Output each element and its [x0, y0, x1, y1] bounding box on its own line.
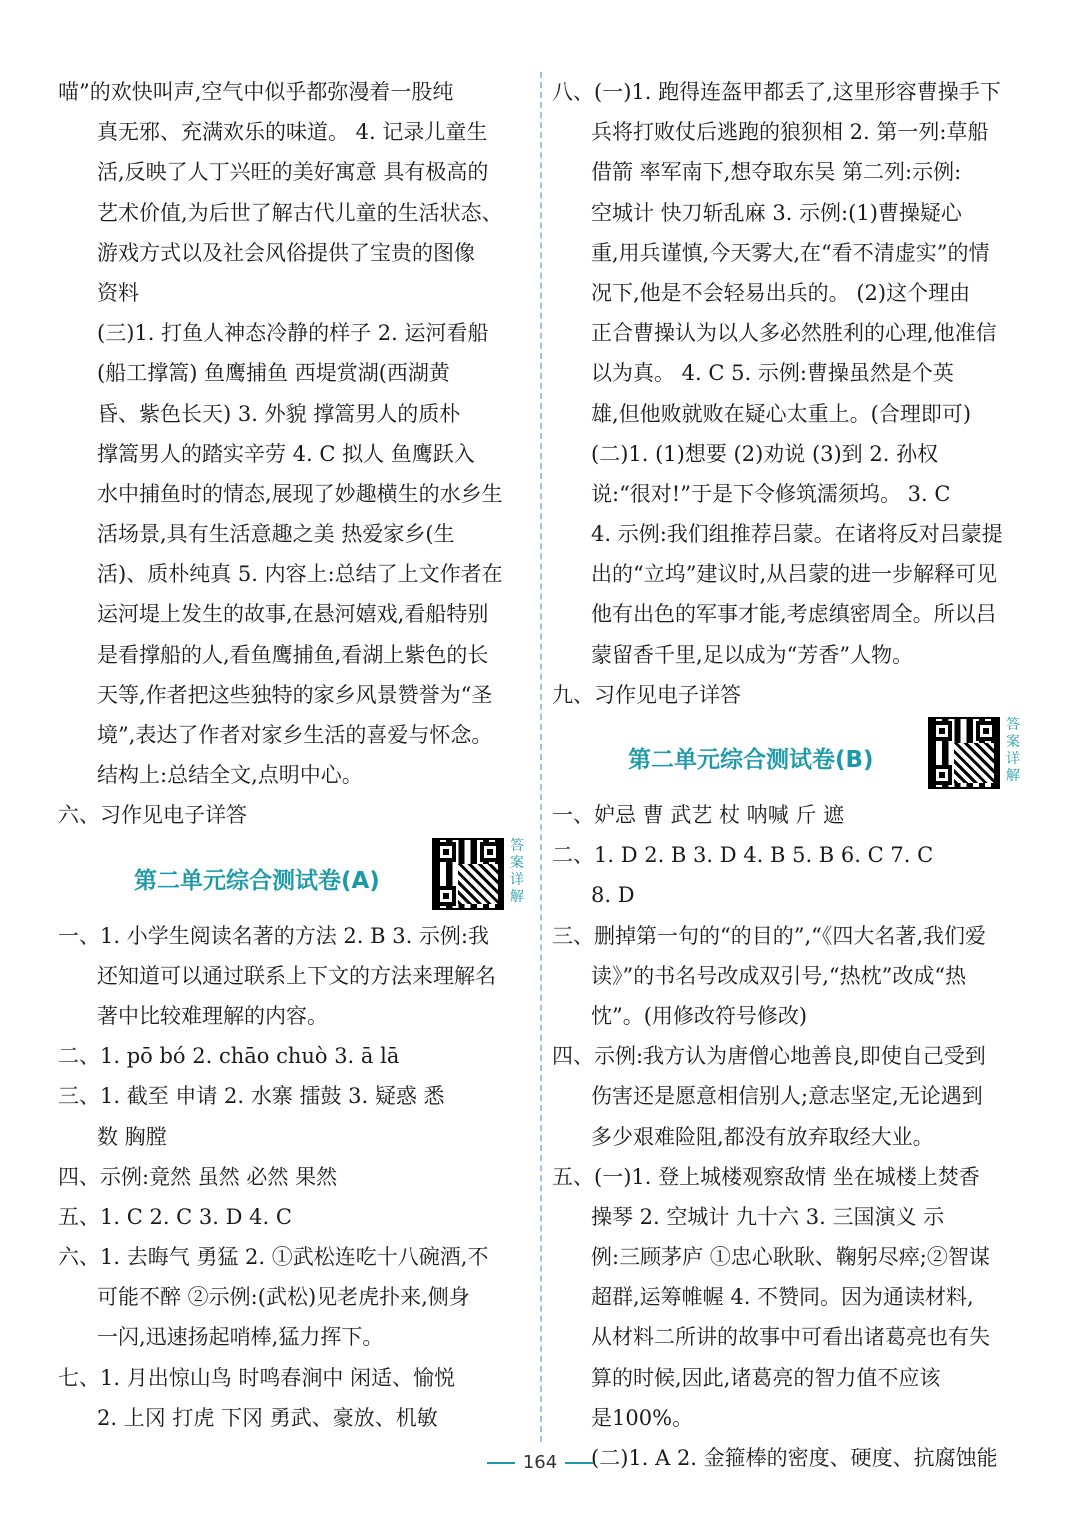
- text-line: 雄,但他败就败在疑心太重上。(合理即可): [591, 401, 972, 426]
- text-line: 撑篙男人的踏实辛劳 4. C 拟人 鱼鹰跃入: [97, 441, 475, 466]
- text-line: 他有出色的军事才能,考虑缜密周全。所以吕: [591, 602, 997, 627]
- qr-pattern: [954, 743, 994, 783]
- qr-finder: [436, 886, 456, 906]
- text-line: 数 胸膛: [97, 1124, 167, 1149]
- text-line: 七、1. 月出惊山鸟 时鸣春涧中 闲适、愉悦: [58, 1365, 456, 1390]
- text-line: 六、1. 去晦气 勇猛 2. ①武松连吃十八碗酒,不: [58, 1245, 489, 1270]
- text-line: 是看撑船的人,看鱼鹰捕鱼,看湖上紫色的长: [97, 642, 489, 667]
- text-line: 四、示例:竟然 虽然 必然 果然: [58, 1164, 338, 1189]
- text-line: (船工撑篙) 鱼鹰捕鱼 西堤赏湖(西湖黄: [97, 361, 450, 386]
- text-line: 一、妒忌 曹 武艺 杖 呐喊 斤 遮: [552, 803, 845, 827]
- text-line: 重,用兵谨慎,今天雾大,在“看不清虚实”的情: [591, 240, 990, 265]
- text-line: 二、1. pō bó 2. chāo chuò 3. ā lā: [58, 1044, 400, 1069]
- test-heading-b: [552, 715, 1024, 795]
- page-number: [0, 1452, 1080, 1473]
- text-line: 喵”的欢快叫声,空气中似乎都弥漫着一股纯: [58, 80, 454, 104]
- text-line: 一闪,迅速扬起哨棒,猛力挥下。: [97, 1325, 384, 1350]
- qr-finder: [436, 842, 456, 862]
- qr-finder: [480, 842, 500, 862]
- left-column: [58, 72, 530, 1438]
- qr-code-icon[interactable]: [928, 717, 1000, 789]
- heading-title: 第二单元综合测试卷(A): [134, 867, 380, 894]
- qr-finder: [976, 721, 996, 741]
- text-line: 读》”的书名号改成双引号,“热枕”改成“热: [591, 963, 967, 988]
- text-line: 算的时候,因此,诸葛亮的智力值不应该: [591, 1365, 941, 1390]
- text-line: 结构上:总结全文,点明中心。: [97, 763, 363, 788]
- text-line: 活)、质朴纯真 5. 内容上:总结了上文作者在: [97, 562, 503, 587]
- qr-pattern: [458, 864, 498, 904]
- text-line: 兵将打败仗后逃跑的狼狈相 2. 第一列:草船: [591, 120, 989, 145]
- text-line: 空城计 快刀斩乱麻 3. 示例:(1)曹操疑心: [591, 200, 962, 225]
- qr-code-icon[interactable]: [432, 838, 504, 910]
- text-line: 例:三顾茅庐 ①忠心耿耿、鞠躬尽瘁;②智谋: [591, 1245, 990, 1270]
- text-line: 正合曹操认为以人多必然胜利的心理,他准信: [591, 321, 997, 346]
- page-dash-right: [565, 1462, 593, 1464]
- text-line: 天等,作者把这些独特的家乡风景赞誉为“圣: [97, 682, 493, 707]
- text-line: 水中捕鱼时的情态,展现了妙趣横生的水乡生: [97, 481, 503, 506]
- text-line: 五、(一)1. 登上城楼观察敌情 坐在城楼上焚香: [552, 1164, 980, 1189]
- text-line: 八、(一)1. 跑得连盔甲都丢了,这里形容曹操手下: [552, 80, 1001, 104]
- text-line: 四、示例:我方认为唐僧心地善良,即使自己受到: [552, 1044, 986, 1069]
- text-line: 昏、紫色长天) 3. 外貌 撑篙男人的质朴: [97, 401, 461, 426]
- test-heading-a: [58, 836, 530, 916]
- text-line: 游戏方式以及社会风俗提供了宝贵的图像: [97, 240, 475, 265]
- text-line: 以为真。 4. C 5. 示例:曹操虽然是个英: [591, 361, 954, 386]
- text-line: 可能不醉 ②示例:(武松)见老虎扑来,侧身: [97, 1285, 470, 1310]
- text-line: (三)1. 打鱼人神态冷静的样子 2. 运河看船: [97, 321, 489, 346]
- text-line: 借箭 率军南下,想夺取东吴 第二列:示例:: [591, 160, 962, 185]
- text-line: (二)1. (1)想要 (2)劝说 (3)到 2. 孙权: [591, 441, 939, 466]
- text-line: 资料: [97, 280, 139, 305]
- text-line: 三、删掉第一句的“的目的”,“《四大名著,我们爱: [552, 923, 987, 948]
- page-dash-left: [487, 1462, 515, 1464]
- text-line: 忱”。(用修改符号修改): [591, 1003, 808, 1028]
- heading-title: 第二单元综合测试卷(B): [628, 747, 874, 773]
- qr-finder: [932, 721, 952, 741]
- section-nine: 九、习作见电子详答: [552, 682, 741, 707]
- text-line: 艺术价值,为后世了解古代儿童的生活状态、: [97, 200, 503, 225]
- qr-finder: [932, 765, 952, 785]
- text-line: 况下,他是不会轻易出兵的。 (2)这个理由: [591, 280, 971, 305]
- text-line: 伤害还是愿意相信别人;意志坚定,无论遇到: [591, 1084, 983, 1109]
- text-line: 运河堤上发生的故事,在悬河嬉戏,看船特别: [97, 602, 489, 627]
- text-line: 著中比较难理解的内容。: [97, 1003, 328, 1028]
- text-line: 2. 上冈 打虎 下冈 勇武、豪放、机敏: [97, 1405, 438, 1430]
- text-line: (二)1. A 2. 金箍棒的密度、硬度、抗腐蚀能: [591, 1446, 998, 1470]
- text-line: 超群,运筹帷幄 4. 不赞同。因为通读材料,: [591, 1285, 974, 1310]
- text-line: 还知道可以通过联系上下文的方法来理解名: [97, 963, 496, 988]
- column-divider: [540, 72, 542, 1442]
- text-line: 8. D: [591, 883, 635, 908]
- text-line: 二、1. D 2. B 3. D 4. B 5. B 6. C 7. C: [552, 843, 934, 868]
- qr-label: 答案详解: [510, 837, 524, 905]
- text-line: 境”,表达了作者对家乡生活的喜爱与怀念。: [97, 723, 493, 747]
- text-line: 活场景,具有生活意趣之美 热爱家乡(生: [97, 522, 455, 547]
- text-line: 操琴 2. 空城计 九十六 3. 三国演义 示: [591, 1204, 945, 1229]
- text-line: 一、1. 小学生阅读名著的方法 2. B 3. 示例:我: [58, 923, 489, 948]
- text-line: 多少艰难险阻,都没有放弃取经大业。: [591, 1124, 934, 1149]
- text-line: 4. 示例:我们组推荐吕蒙。在诸将反对吕蒙提: [591, 522, 1003, 547]
- text-line: 出的“立坞”建议时,从吕蒙的进一步解释可见: [591, 562, 998, 587]
- text-line: 五、1. C 2. C 3. D 4. C: [58, 1204, 292, 1229]
- text-line: 说:“很对!”于是下令修筑濡须坞。 3. C: [591, 481, 951, 506]
- page-number-text: 164: [522, 1452, 558, 1473]
- qr-label: 答案详解: [1006, 717, 1020, 784]
- text-line: 蒙留香千里,足以成为“芳香”人物。: [591, 642, 914, 667]
- right-column: [552, 72, 1024, 1478]
- text-line: 真无邪、充满欢乐的味道。 4. 记录儿童生: [97, 120, 488, 145]
- section-six: 六、习作见电子详答: [58, 803, 247, 828]
- text-line: 从材料二所讲的故事中可看出诸葛亮也有失: [591, 1325, 990, 1350]
- text-line: 活,反映了人丁兴旺的美好寓意 具有极高的: [97, 160, 489, 185]
- text-line: 三、1. 截至 申请 2. 水寨 擂鼓 3. 疑惑 悉: [58, 1084, 445, 1109]
- text-line: 是100%。: [591, 1405, 694, 1430]
